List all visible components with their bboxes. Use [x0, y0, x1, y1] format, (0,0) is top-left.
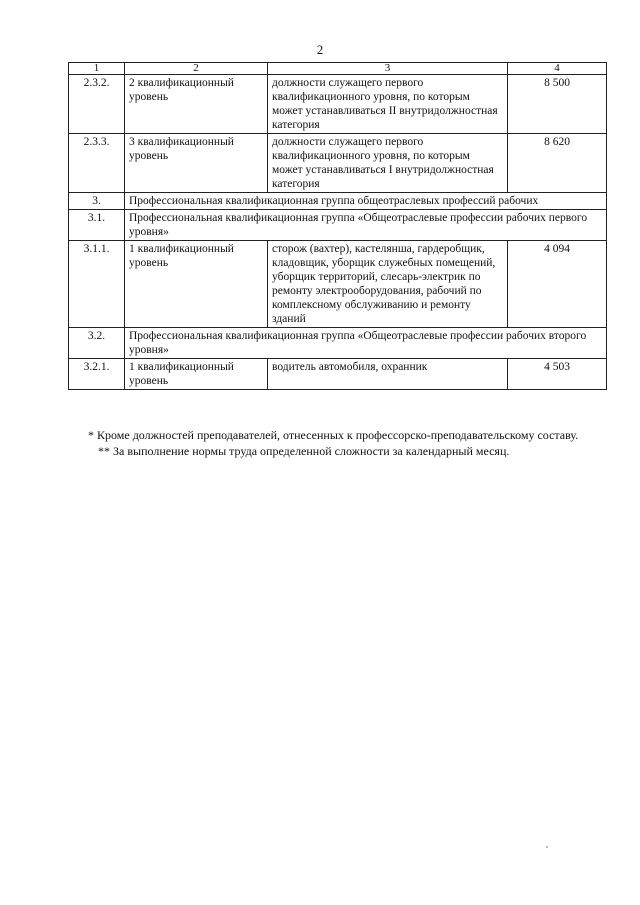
row-positions: должности служащего первого квалификационного уровня, по которым может устанавливаться I внутридолжностная категория — [268, 134, 508, 193]
group-title: Профессиональная квалификационная группа «Общеотраслевые профессии рабочих второго уровня» — [125, 328, 607, 359]
row-code: 3.1.1. — [69, 241, 125, 328]
row-level: 2 квалификационный уровень — [125, 75, 268, 134]
group-title: Профессиональная квалификационная группа «Общеотраслевые профессии рабочих первого уровня» — [125, 210, 607, 241]
row-level: 1 квалификационный уровень — [125, 241, 268, 328]
table-row — [69, 359, 607, 390]
row-level: 3 квалификационный уровень — [125, 134, 268, 193]
row-salary: 4 503 — [508, 359, 607, 390]
group-row — [69, 210, 607, 241]
row-code: 3.2.1. — [69, 359, 125, 390]
group-title: Профессиональная квалификационная группа общеотраслевых профессий рабочих — [125, 193, 607, 210]
table-row — [69, 75, 607, 134]
group-code: 3. — [69, 193, 125, 210]
group-row — [69, 328, 607, 359]
row-code: 2.3.3. — [69, 134, 125, 193]
scan-speck — [546, 846, 548, 848]
footnote-1: * Кроме должностей преподавателей, отнесенных к профессорско-преподавательскому составу. — [88, 428, 579, 442]
row-salary: 8 500 — [508, 75, 607, 134]
row-code: 2.3.2. — [69, 75, 125, 134]
header-col-3: 3 — [268, 63, 508, 75]
row-positions: должности служащего первого квалификационного уровня, по которым может устанавливаться II внутридолжностная категория — [268, 75, 508, 134]
footnote-2: ** За выполнение нормы труда определенной сложности за календарный месяц. — [98, 444, 510, 458]
row-positions: сторож (вахтер), кастелянша, гардеробщик, кладовщик, уборщик служебных помещений, уборщик территорий, слесарь-электрик по ремонту электрооборудования, рабочий по комплексному обслуживанию и ремонту зданий — [268, 241, 508, 328]
group-row — [69, 193, 607, 210]
table-row — [69, 134, 607, 193]
row-positions: водитель автомобиля, охранник — [268, 359, 508, 390]
salary-table — [68, 62, 607, 390]
group-code: 3.1. — [69, 210, 125, 241]
footnotes — [88, 428, 607, 459]
group-code: 3.2. — [69, 328, 125, 359]
row-level: 1 квалификационный уровень — [125, 359, 268, 390]
header-col-1: 1 — [69, 63, 125, 75]
row-salary: 4 094 — [508, 241, 607, 328]
header-col-2: 2 — [125, 63, 268, 75]
row-salary: 8 620 — [508, 134, 607, 193]
page-number: 2 — [316, 42, 324, 57]
table-row — [69, 241, 607, 328]
table-header-row — [69, 63, 607, 75]
header-col-4: 4 — [508, 63, 607, 75]
